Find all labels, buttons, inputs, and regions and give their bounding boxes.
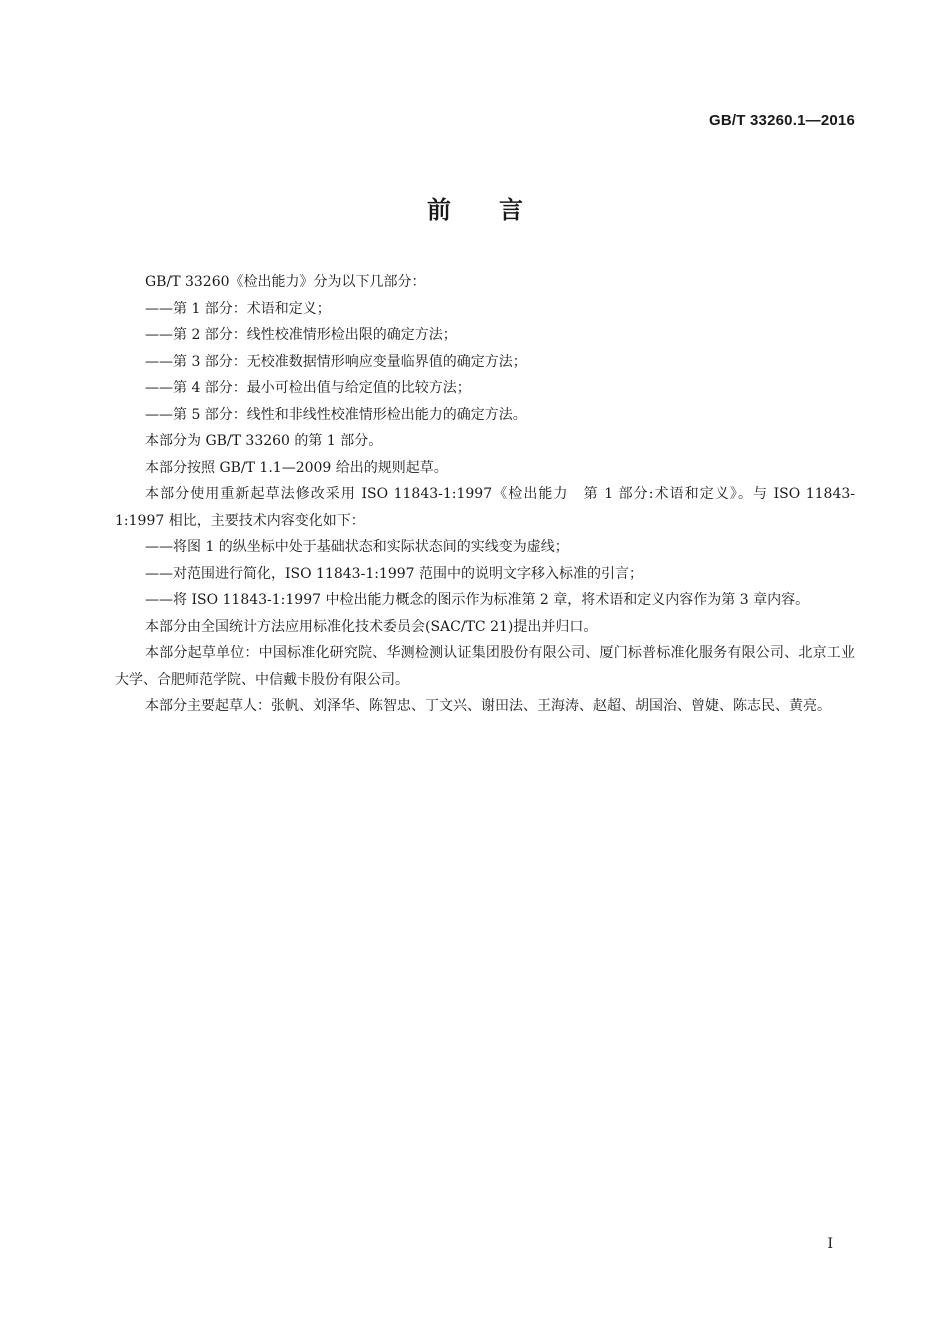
page-number: I xyxy=(827,1236,833,1252)
part-list-item: ——第 3 部分：无校准数据情形响应变量临界值的确定方法； xyxy=(145,353,527,370)
drafting-rules-paragraph: 本部分按照 GB/T 1.1—2009 给出的规则起草。 xyxy=(145,459,448,476)
intro-paragraph: GB/T 33260《检出能力》分为以下几部分： xyxy=(145,274,426,290)
page-title: 前言 xyxy=(427,196,571,224)
drafting-units-paragraph: 本部分起草单位：中国标准化研究院、华测检测认证集团股份有限公司、厦门标普标准化服务有限公司、北京工业大学、合肥师范学院、中信戴卡股份有限公司。 xyxy=(115,645,855,688)
foreword-body xyxy=(115,269,855,720)
adoption-paragraph: 本部分使用重新起草法修改采用 ISO 11843-1:1997《检出能力 第 1 部分:术语和定义》。与 ISO 11843-1:1997 相比，主要技术内容变化如下： xyxy=(115,486,855,529)
standard-number: GB/T 33260.1—2016 xyxy=(709,112,855,129)
change-list-item: ——将图 1 的纵坐标中处于基础状态和实际状态间的实线变为虚线； xyxy=(145,539,569,555)
change-list-item: ——对范围进行简化，ISO 11843-1:1997 范围中的说明文字移入标准的引言； xyxy=(145,565,644,582)
part-list-item: ——第 5 部分：线性和非线性校准情形检出能力的确定方法。 xyxy=(145,406,527,423)
drafters-paragraph: 本部分主要起草人：张帆、刘泽华、陈智忠、丁文兴、谢田法、王海涛、赵超、胡国治、曾婕、陈志民、黄亮。 xyxy=(145,698,831,714)
part-list-item: ——第 2 部分：线性校准情形检出限的确定方法； xyxy=(145,327,457,343)
part-list-item: ——第 4 部分：最小可检出值与给定值的比较方法； xyxy=(145,380,471,396)
this-part-paragraph: 本部分为 GB/T 33260 的第 1 部分。 xyxy=(145,433,383,449)
proposer-paragraph: 本部分由全国统计方法应用标准化技术委员会(SAC/TC 21)提出并归口。 xyxy=(145,618,598,635)
part-list-item: ——第 1 部分：术语和定义； xyxy=(145,300,331,317)
change-list-item: ——将 ISO 11843-1:1997 中检出能力概念的图示作为标准第 2 章，将术语和定义内容作为第 3 章内容。 xyxy=(145,592,810,608)
